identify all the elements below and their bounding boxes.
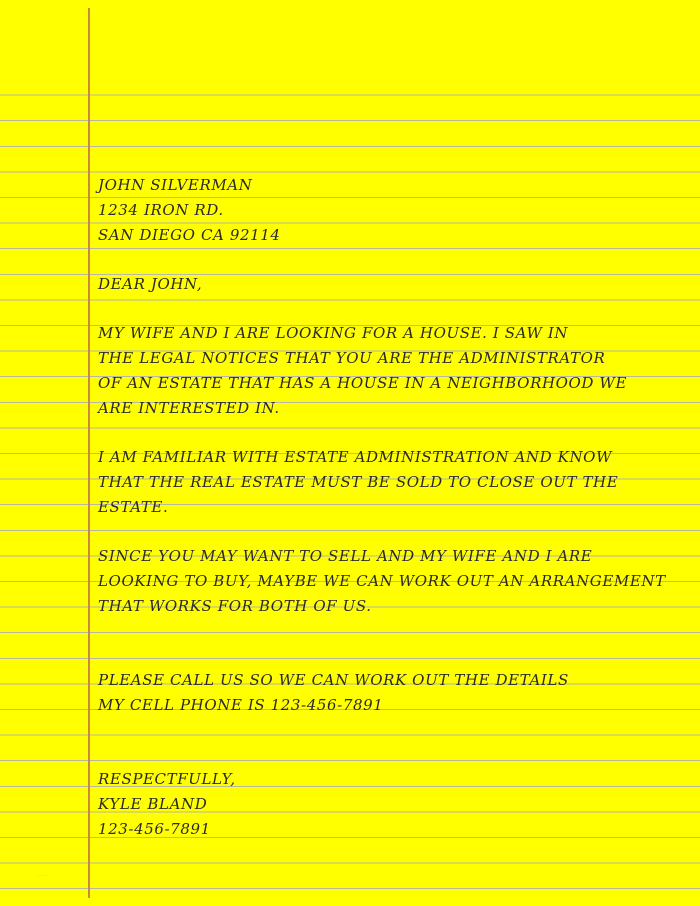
- paragraph3-line1: SINCE YOU MAY WANT TO SELL AND MY WIFE AND I ARE: [98, 547, 593, 565]
- margin-line: [88, 8, 90, 898]
- signature-phone: 123-456-7891: [98, 820, 211, 838]
- recipient-city: SAN DIEGO CA 92114: [98, 226, 281, 244]
- recipient-street: 1234 IRON RD.: [98, 201, 224, 219]
- paragraph1-line4: ARE INTERESTED IN.: [98, 399, 280, 417]
- paper-footer-mark: . . .: [38, 872, 46, 878]
- paragraph3-line3: THAT WORKS FOR BOTH OF US.: [98, 597, 372, 615]
- paragraph3-line2: LOOKING TO BUY, MAYBE WE CAN WORK OUT AN ARRANGEMENT: [98, 572, 666, 590]
- paragraph1-line2: THE LEGAL NOTICES THAT YOU ARE THE ADMINISTRATOR: [98, 349, 606, 367]
- recipient-name: JOHN SILVERMAN: [98, 176, 253, 194]
- signature-name: KYLE BLAND: [98, 795, 208, 813]
- page-header-blank: [0, 0, 700, 94]
- paragraph1-line1: MY WIFE AND I ARE LOOKING FOR A HOUSE. I SAW IN: [98, 324, 569, 342]
- paragraph4-line1: PLEASE CALL US SO WE CAN WORK OUT THE DETAILS: [98, 671, 569, 689]
- paragraph2-line3: ESTATE.: [98, 498, 169, 516]
- closing: RESPECTFULLY,: [98, 770, 236, 788]
- paragraph1-line3: OF AN ESTATE THAT HAS A HOUSE IN A NEIGHBORHOOD WE: [98, 374, 627, 392]
- paragraph2-line1: I AM FAMILIAR WITH ESTATE ADMINISTRATION AND KNOW: [98, 448, 613, 466]
- salutation: DEAR JOHN,: [98, 275, 203, 293]
- paragraph4-line2: MY CELL PHONE IS 123-456-7891: [98, 696, 384, 714]
- paragraph2-line2: THAT THE REAL ESTATE MUST BE SOLD TO CLOSE OUT THE: [98, 473, 619, 491]
